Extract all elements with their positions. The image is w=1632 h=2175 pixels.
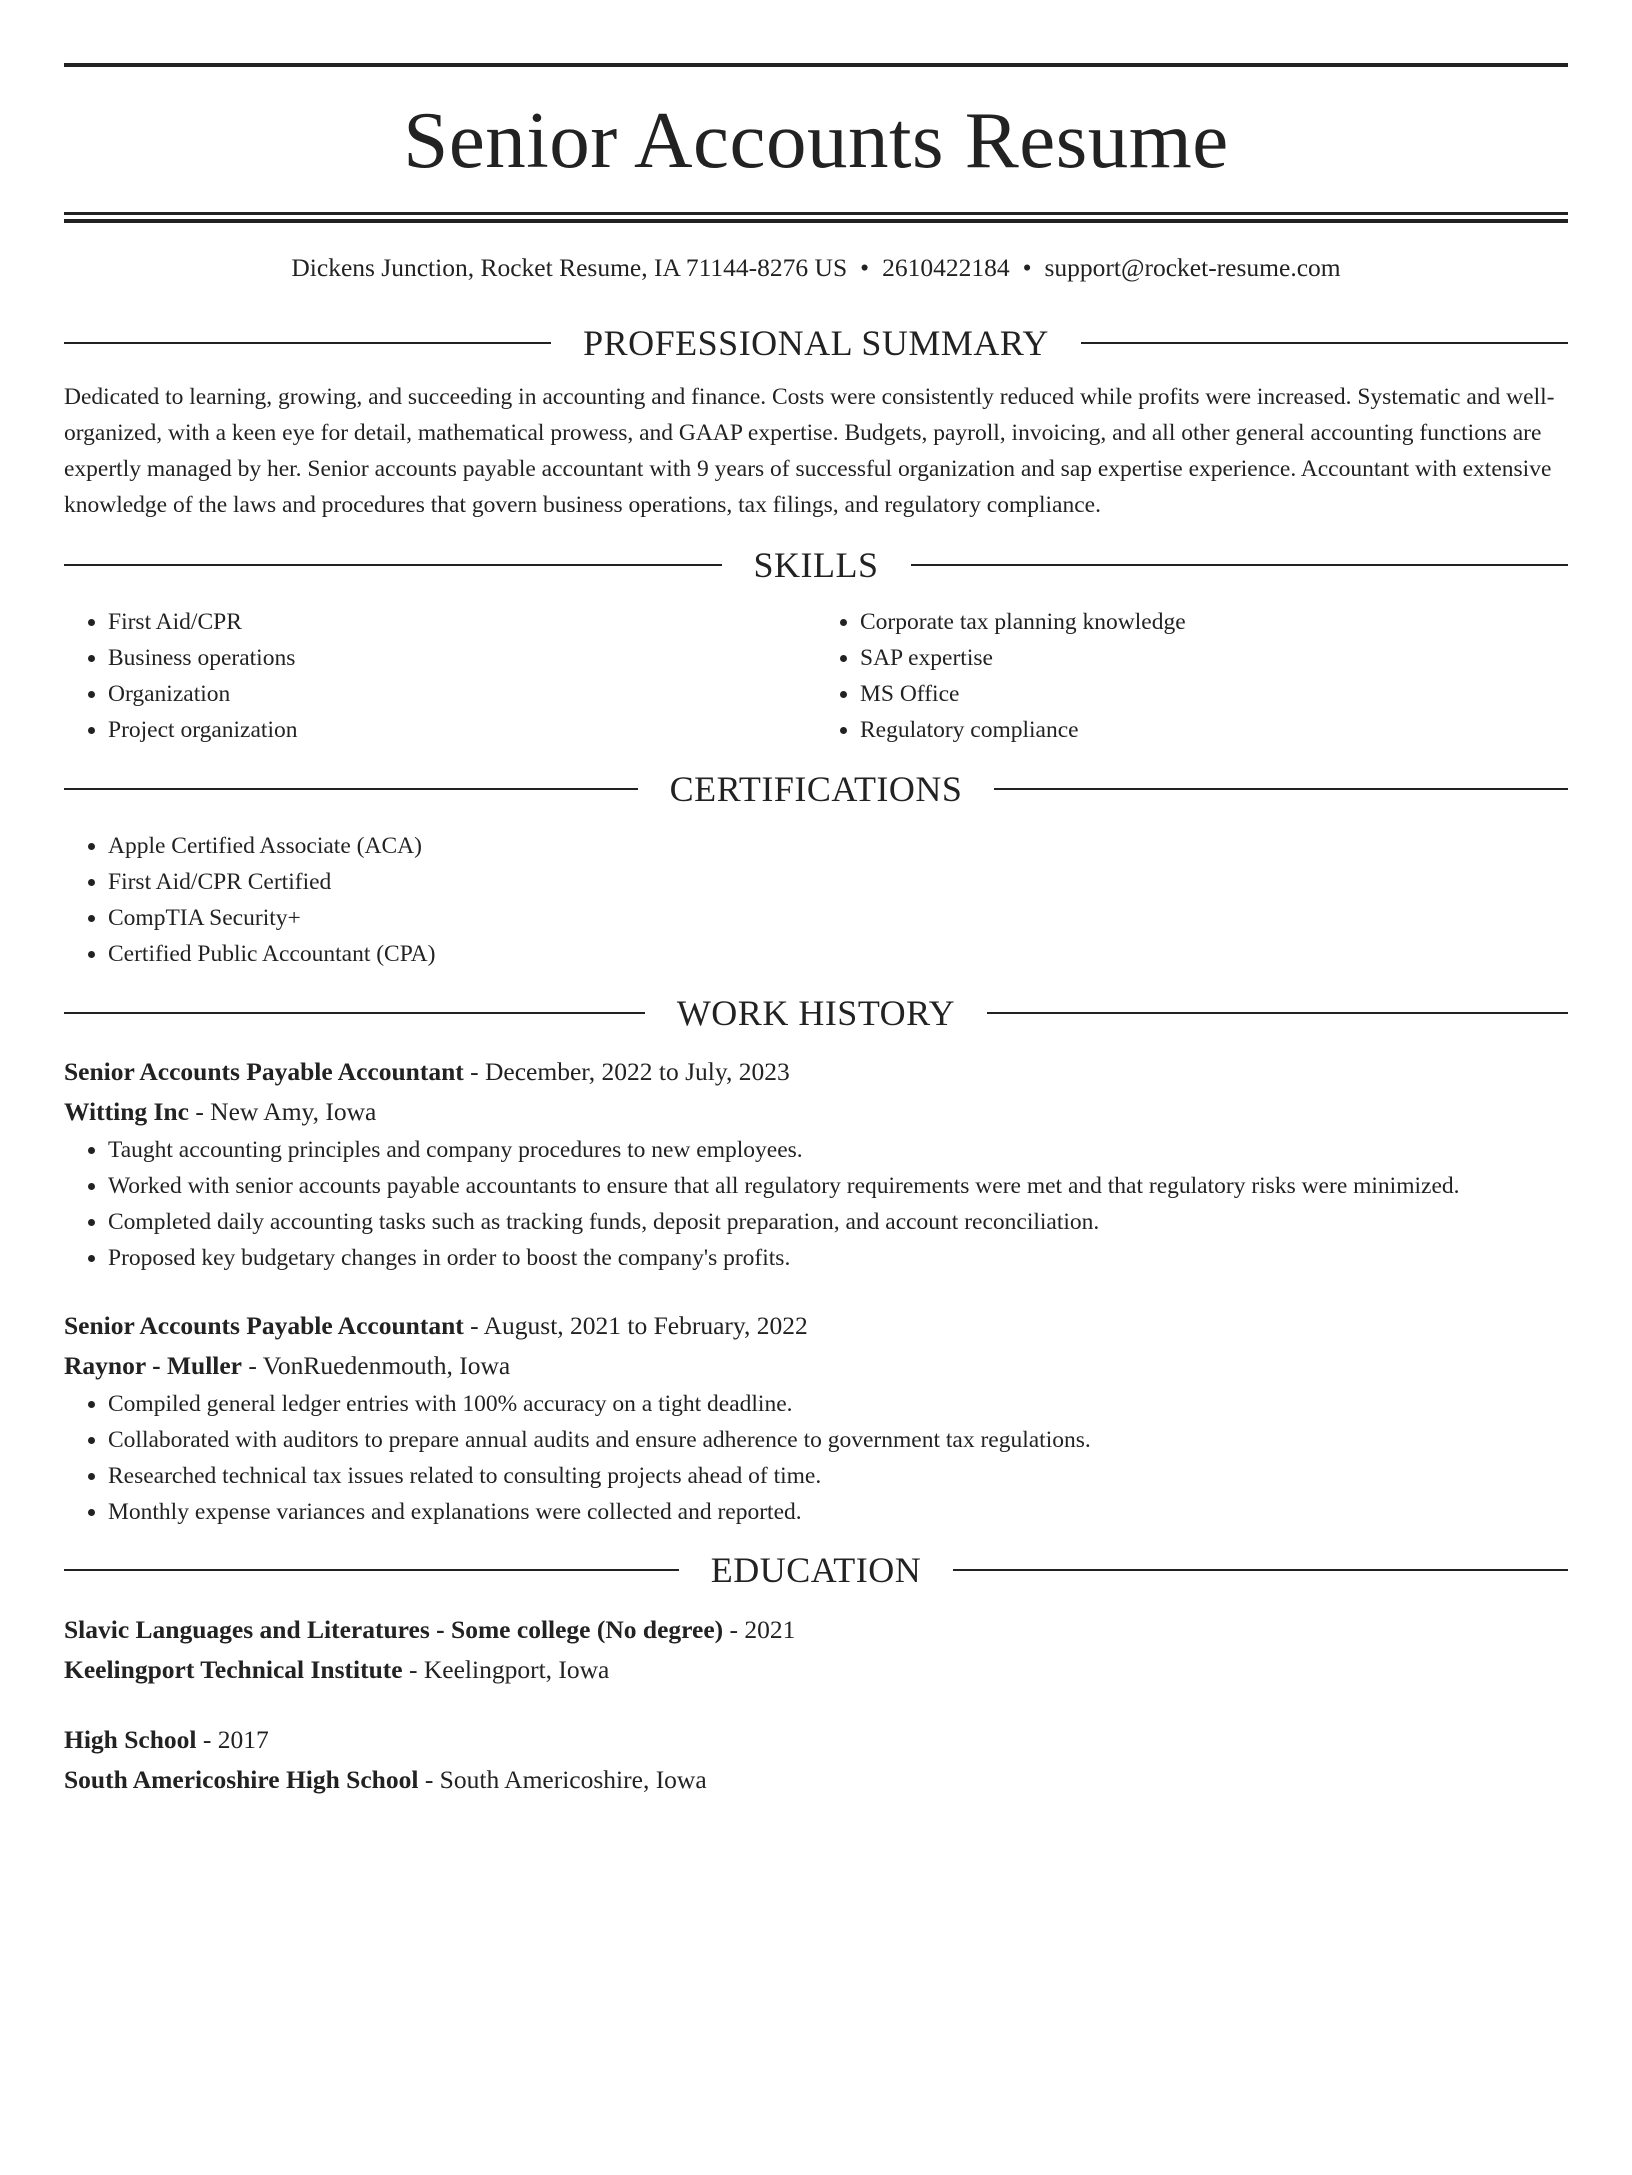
top-rule [64,63,1568,67]
certification-item: • Certified Public Accountant (CPA) [108,936,1568,972]
education-degree: High School [64,1725,197,1755]
skill-item: • First Aid/CPR [108,604,816,640]
job-bullet: • Completed daily accounting tasks such as tracking funds, deposit preparation, and account reconciliation. [108,1204,1568,1240]
certification-item: • First Aid/CPR Certified [108,864,1568,900]
skill-item: • Regulatory compliance [860,712,1568,748]
job-company: Witting Inc [64,1097,189,1127]
job-bullet: • Monthly expense variances and explanations were collected and reported. [108,1494,1568,1530]
skill-item: • Organization [108,676,816,712]
summary-heading-label: PROFESSIONAL SUMMARY [583,323,1049,364]
job-dates: - December, 2022 to July, 2023 [463,1057,790,1087]
skill-item: • SAP expertise [860,640,1568,676]
job-bullet: • Proposed key budgetary changes in order to boost the company's profits. [108,1240,1568,1276]
education-degree-line [64,1610,1568,1650]
contact-address: Dickens Junction, Rocket Resume, IA 71144-8276 US [291,253,848,282]
education-degree: Slavic Languages and Literatures - Some college (No degree) [64,1615,724,1645]
work-heading [64,993,1568,1034]
heading-rule [64,1012,645,1014]
contact-separator: • [1022,253,1032,282]
job-bullet: • Collaborated with auditors to prepare annual audits and ensure adherence to government tax regulations. [108,1422,1568,1458]
skills-heading [64,545,1568,586]
education-entry [64,1720,1568,1800]
certifications-heading-label: CERTIFICATIONS [669,769,963,810]
heading-rule [1081,342,1568,344]
contact-separator: • [860,253,870,282]
job-location: - New Amy, Iowa [188,1097,377,1127]
education-school-line [64,1760,1568,1800]
education-school: South Americoshire High School [64,1765,419,1795]
job-location: - VonRuedenmouth, Iowa [242,1351,511,1381]
job-entry [64,1052,1568,1276]
education-year: - 2017 [196,1725,269,1755]
education-school: Keelingport Technical Institute [64,1655,403,1685]
job-bullets [64,1132,1568,1276]
skill-item: • Project organization [108,712,816,748]
title-double-rule [64,212,1568,223]
job-title: Senior Accounts Payable Accountant [64,1311,464,1341]
job-title-line [64,1306,1568,1346]
summary-text: Dedicated to learning, growing, and succeeding in accounting and finance. Costs were consistently reduced while profits were increased. Systematic and well-organized, with a keen eye for detail, mathematical prowess, and GAAP expertise. Budgets, payroll, invoicing, and all other general accounting functions are expertly managed by her. Senior accounts payable accountant with 9 years of successful organization and sap expertise experience. Accountant with extensive knowledge of the laws and procedures that govern business operations, tax filings, and regulatory compliance. [64,384,1555,519]
certifications-heading [64,769,1568,810]
job-bullet: • Taught accounting principles and company procedures to new employees. [108,1132,1568,1168]
job-dates: - August, 2021 to February, 2022 [463,1311,808,1341]
heading-rule [911,564,1569,566]
contact-email: support@rocket-resume.com [1044,253,1341,282]
education-location: - Keelingport, Iowa [402,1655,610,1685]
contact-phone: 2610422184 [882,253,1010,282]
job-title: Senior Accounts Payable Accountant [64,1057,464,1087]
heading-rule [64,342,551,344]
heading-rule [64,1569,679,1571]
heading-rule [64,564,722,566]
certification-item: • CompTIA Security+ [108,900,1568,936]
job-entry [64,1306,1568,1530]
education-entry [64,1610,1568,1690]
resume-page [0,63,1632,2175]
job-company-line [64,1346,1568,1386]
summary-heading [64,323,1568,364]
skills-heading-label: SKILLS [753,545,879,586]
resume-title: Senior Accounts Resume [403,95,1229,185]
job-bullet: • Researched technical tax issues related to consulting projects ahead of time. [108,1458,1568,1494]
skill-item: • Corporate tax planning knowledge [860,604,1568,640]
work-heading-label: WORK HISTORY [676,993,956,1034]
job-bullet: • Compiled general ledger entries with 100% accuracy on a tight deadline. [108,1386,1568,1422]
certification-item: • Apple Certified Associate (ACA) [108,828,1568,864]
skills-list-right [816,604,1568,748]
education-location: - South Americoshire, Iowa [418,1765,707,1795]
heading-rule [953,1569,1568,1571]
job-title-line [64,1052,1568,1092]
job-bullets [64,1386,1568,1530]
heading-rule [64,788,638,790]
certifications-list [64,828,1568,972]
job-company-line [64,1092,1568,1132]
education-school-line [64,1650,1568,1690]
education-year: - 2021 [723,1615,796,1645]
education-degree-line [64,1720,1568,1760]
heading-rule [994,788,1568,790]
skills-list-left [64,604,816,748]
job-company: Raynor - Muller [64,1351,243,1381]
contact-line [64,251,1568,284]
skill-item: • MS Office [860,676,1568,712]
job-bullet: • Worked with senior accounts payable accountants to ensure that all regulatory requirements were met and that regulatory risks were minimized. [108,1168,1568,1204]
education-heading [64,1550,1568,1591]
skills-columns [64,604,1568,748]
skill-item: • Business operations [108,640,816,676]
heading-rule [987,1012,1568,1014]
education-heading-label: EDUCATION [710,1550,922,1591]
